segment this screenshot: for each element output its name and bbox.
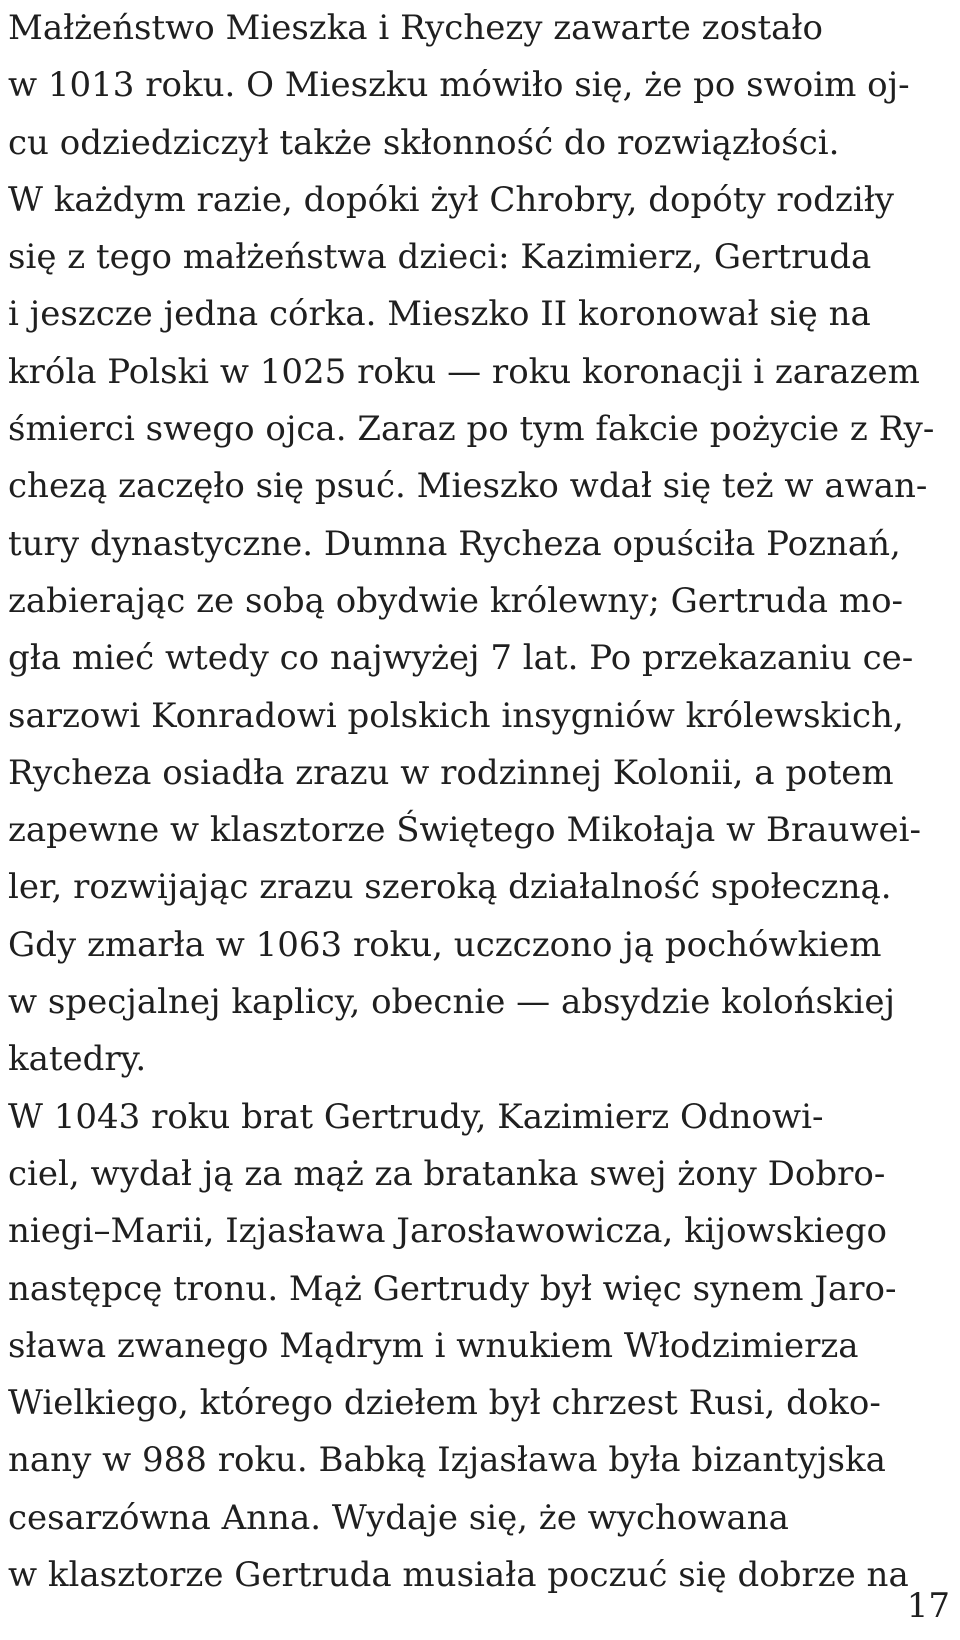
text-line: sława zwanego Mądrym i wnukiem Włodzimierza <box>8 1325 859 1366</box>
text-line: cu odziedziczył także skłonność do rozwiązłości. <box>8 122 840 163</box>
text-line: W 1043 roku brat Gertrudy, Kazimierz Odnowi- <box>8 1096 824 1137</box>
text-line: cesarzówna Anna. Wydaje się, że wychowana <box>8 1497 789 1538</box>
text-line: Gdy zmarła w 1063 roku, uczczono ją pochówkiem <box>8 924 882 965</box>
text-line: gła mieć wtedy co najwyżej 7 lat. Po przekazaniu ce- <box>8 638 914 679</box>
text-line: chezą zaczęło się psuć. Mieszko wdał się też w awan- <box>8 466 928 507</box>
text-line: Rycheza osiadła zrazu w rodzinnej Kolonii, a potem <box>8 752 894 793</box>
text-line: i jeszcze jedna córka. Mieszko II koronował się na <box>8 294 871 335</box>
text-line: niegi–Marii, Izjasława Jarosławowicza, kijowskiego <box>8 1211 887 1252</box>
body-text <box>8 0 952 1604</box>
text-line: Małżeństwo Mieszka i Rychezy zawarte zostało <box>8 8 823 48</box>
text-line: w specjalnej kaplicy, obecnie — absydzie kolońskiej <box>8 982 896 1023</box>
text-line: w klasztorze Gertruda musiała poczuć się dobrze na <box>8 1555 909 1596</box>
text-line: nany w 988 roku. Babką Izjasława była bizantyjska <box>8 1440 886 1481</box>
text-line: zabierając ze sobą obydwie królewny; Gertruda mo- <box>8 580 904 621</box>
text-line: w 1013 roku. O Mieszku mówiło się, że po swoim oj- <box>8 65 910 106</box>
text-line: sarzowi Konradowi polskich insygniów królewskich, <box>8 695 904 736</box>
text-line: zapewne w klasztorze Świętego Mikołaja w Brauwei- <box>8 810 922 851</box>
text-line: króla Polski w 1025 roku — roku koronacji i zarazem <box>8 351 920 392</box>
text-line: ler, rozwijając zrazu szeroką działalność społeczną. <box>8 867 892 908</box>
text-line: Wielkiego, którego dziełem był chrzest Rusi, doko- <box>8 1383 881 1424</box>
text-line: W każdym razie, dopóki żył Chrobry, dopóty rodziły <box>8 179 894 220</box>
text-line: tury dynastyczne. Dumna Rycheza opuściła Poznań, <box>8 523 901 564</box>
text-line: katedry. <box>8 1039 147 1080</box>
text-line: śmierci swego ojca. Zaraz po tym fakcie pożycie z Ry- <box>8 409 935 450</box>
text-line: ciel, wydał ją za mąż za bratanka swej żony Dobro- <box>8 1153 886 1194</box>
paragraph-1 <box>8 0 952 1089</box>
paragraph-2 <box>8 1089 952 1605</box>
text-line: następcę tronu. Mąż Gertrudy był więc synem Jaro- <box>8 1268 897 1309</box>
page-number: 17 <box>906 1586 950 1626</box>
text-line: się z tego małżeństwa dzieci: Kazimierz, Gertruda <box>8 237 872 278</box>
